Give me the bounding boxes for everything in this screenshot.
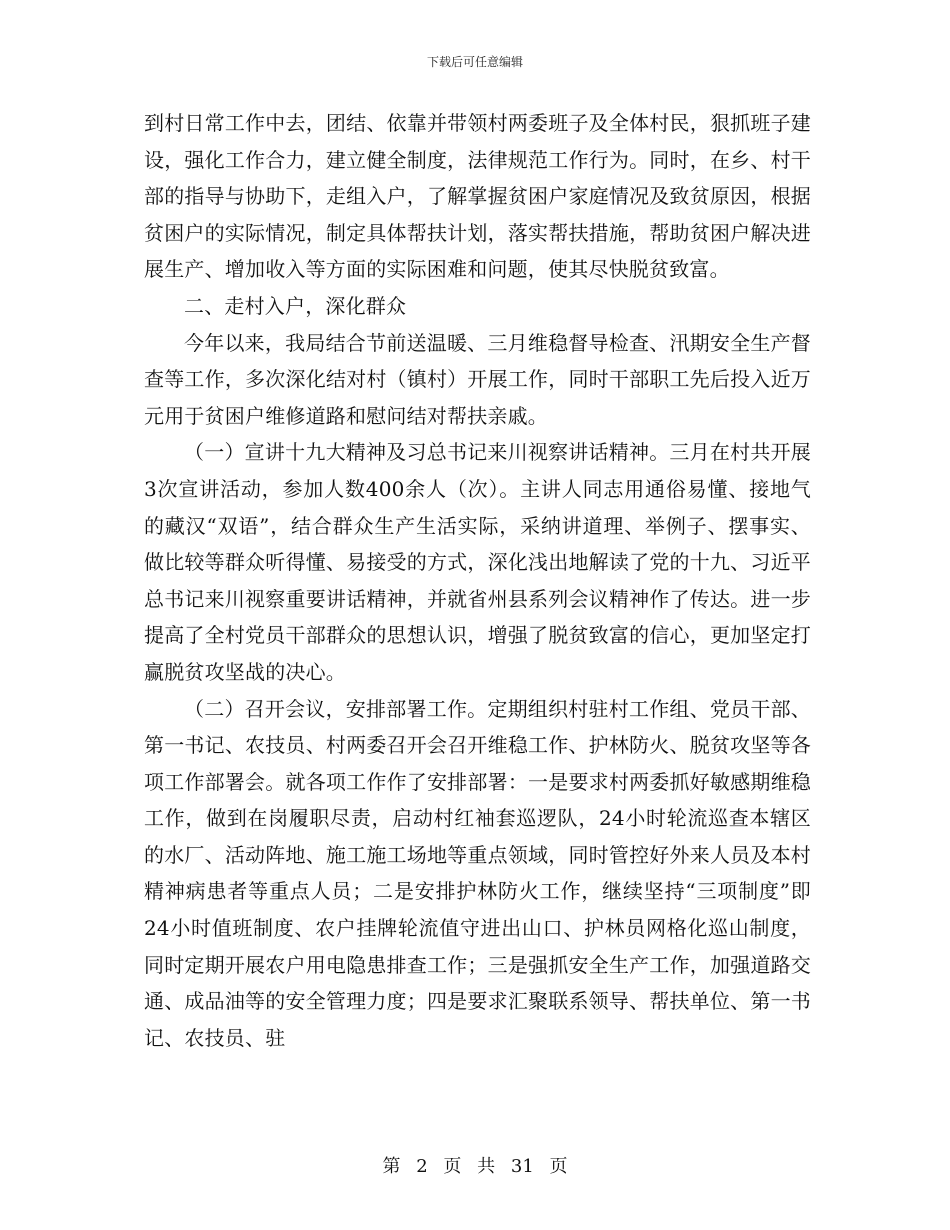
footer-word-di: 第 [382,1156,401,1177]
paragraph-item-2: （二）召开会议，安排部署工作。定期组织村驻村工作组、党员干部、第一书记、农技员、村两委召开会召开维稳工作、护林防火、脱贫攻坚等各项工作部署会。就各项工作作了安排部署：一是要求村两委抓好敏感期维稳工作，做到在岗履职尽责，启动村红袖套巡逻队，24小时轮流巡查本辖区的水厂、活动阵地、施工施工场地等重点领域，同时管控好外来人员及本村精神病患者等重点人员；二是安排护林防火工作，继续坚持“三项制度”即24小时值班制度、农户挂牌轮流值守进出山口、护林员网格化巡山制度，同时定期开展农户用电隐患排查工作；三是强抓安全生产工作，加强道路交通、成品油等的安全管理力度；四是要求汇聚联系领导、帮扶单位、第一书记、农技员、驻 [144,696,811,1050]
document-body [144,105,811,1056]
page-header: 下载后可任意编辑 [426,55,523,69]
paragraph-continuation: 到村日常工作中去，团结、依靠并带领村两委班子及全体村民，狠抓班子建设，强化工作合力，建立健全制度，法律规范工作行为。同时，在乡、村干部的指导与协助下，走组入户，了解掌握贫困户家庭情况及致贫原因，根据贫困户的实际情况，制定具体帮扶计划，落实帮扶措施，帮助贫困户解决进展生产、增加收入等方面的实际困难和问题，使其尽快脱贫致富。 [144,111,811,282]
footer-word-ye-2: 页 [549,1156,568,1177]
paragraph-item-1: （一）宣讲十九大精神及习总书记来川视察讲话精神。三月在村共开展3次宣讲活动，参加人数400余人（次）。主讲人同志用通俗易懂、接地气的藏汉“双语”，结合群众生产生活实际，采纳讲道理、举例子、摆事实、做比较等群众听得懂、易接受的方式，深化浅出地解读了党的十九、习近平总书记来川视察重要讲话精神，并就省州县系列会议精神作了传达。进一步提高了全村党员干部群众的思想认识，增强了脱贫致富的信心，更加坚定打赢脱贫攻坚战的决心。 [144,440,811,684]
section-heading: 二、走村入户，深化群众 [184,293,407,318]
footer-word-gong: 共 [477,1156,496,1177]
page-footer [0,1152,950,1178]
footer-page-total: 31 [510,1156,534,1177]
footer-page-current: 2 [416,1156,428,1177]
footer-word-ye: 页 [443,1156,462,1177]
paragraph-intro: 今年以来，我局结合节前送温暖、三月维稳督导检查、汛期安全生产督查等工作，多次深化结对村（镇村）开展工作，同时干部职工先后投入近万元用于贫困户维修道路和慰问结对帮扶亲戚。 [144,330,811,428]
